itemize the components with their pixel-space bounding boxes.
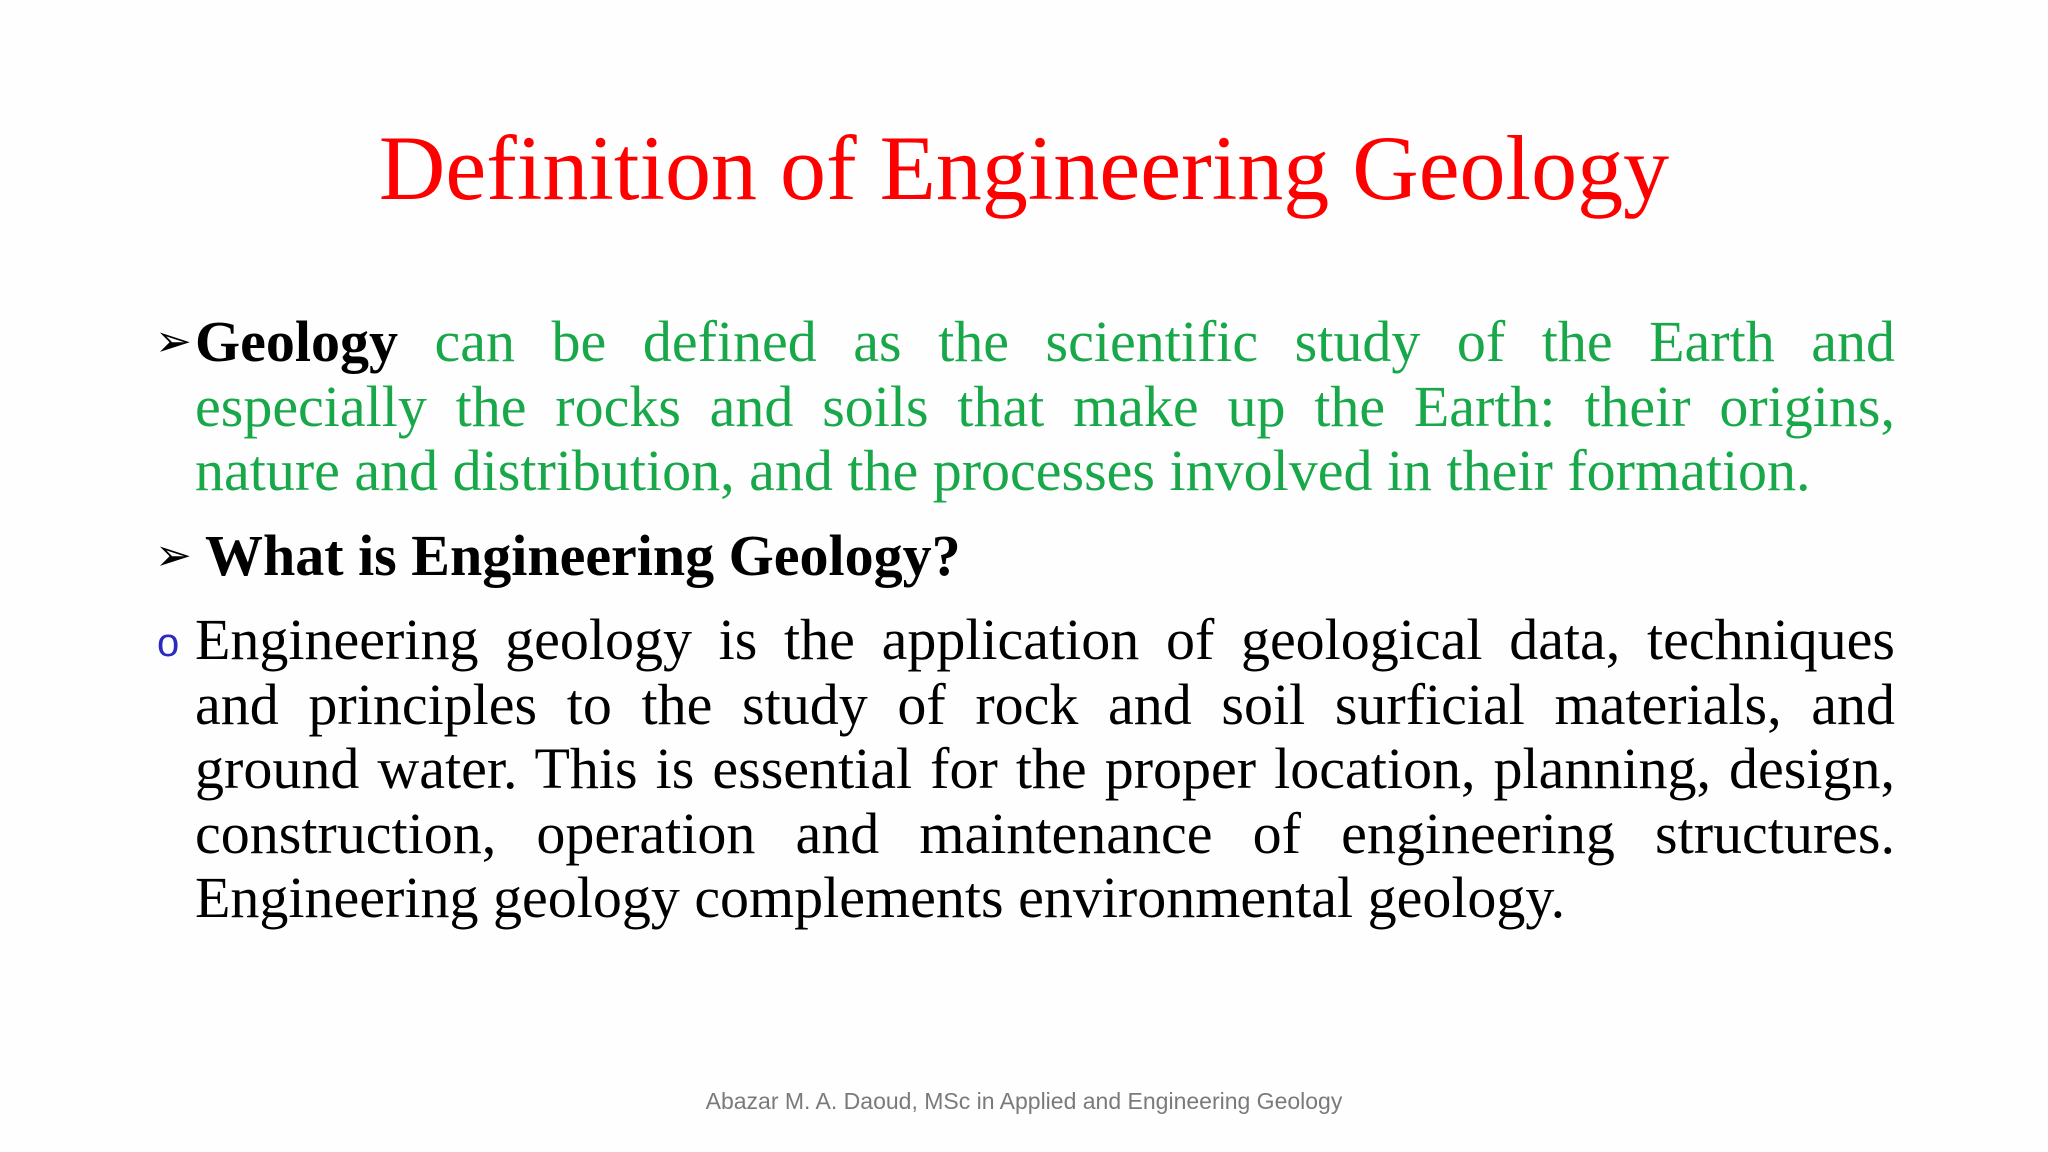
slide-footer: Abazar M. A. Daoud, MSc in Applied and Engineering Geology: [705, 1088, 1343, 1114]
circle-bullet-icon: o: [157, 621, 180, 665]
slide-body: [155, 310, 1895, 931]
bullet-geology-definition: [155, 310, 1895, 504]
slide-title: Definition of Engineering Geology: [378, 117, 1670, 219]
arrow-bullet-icon: ➢: [155, 529, 192, 581]
bullet-engineering-geology: [155, 608, 1895, 931]
bullet-engineering-text: Engineering geology is the application of geological data, techniques and principles to the study of rock and soil surficial materials, and ground water. This is essential for the proper location, planning, design, construction, operation and maintenance of engineering structures. Engineering geology complements environmental geology.: [195, 607, 1895, 930]
bullet-lead-term: Geology: [195, 309, 398, 374]
arrow-bullet-icon: ➢: [155, 316, 192, 367]
bullet-definition-text: can be defined as the scientific study of the Earth and especially the rocks and soils that make up the Earth: their origins, nature and distribution, and the processes involved in their formation.: [195, 309, 1896, 503]
bullet-question-text: What is Engineering Geology?: [205, 522, 961, 588]
bullet-question-heading: [155, 524, 1895, 589]
